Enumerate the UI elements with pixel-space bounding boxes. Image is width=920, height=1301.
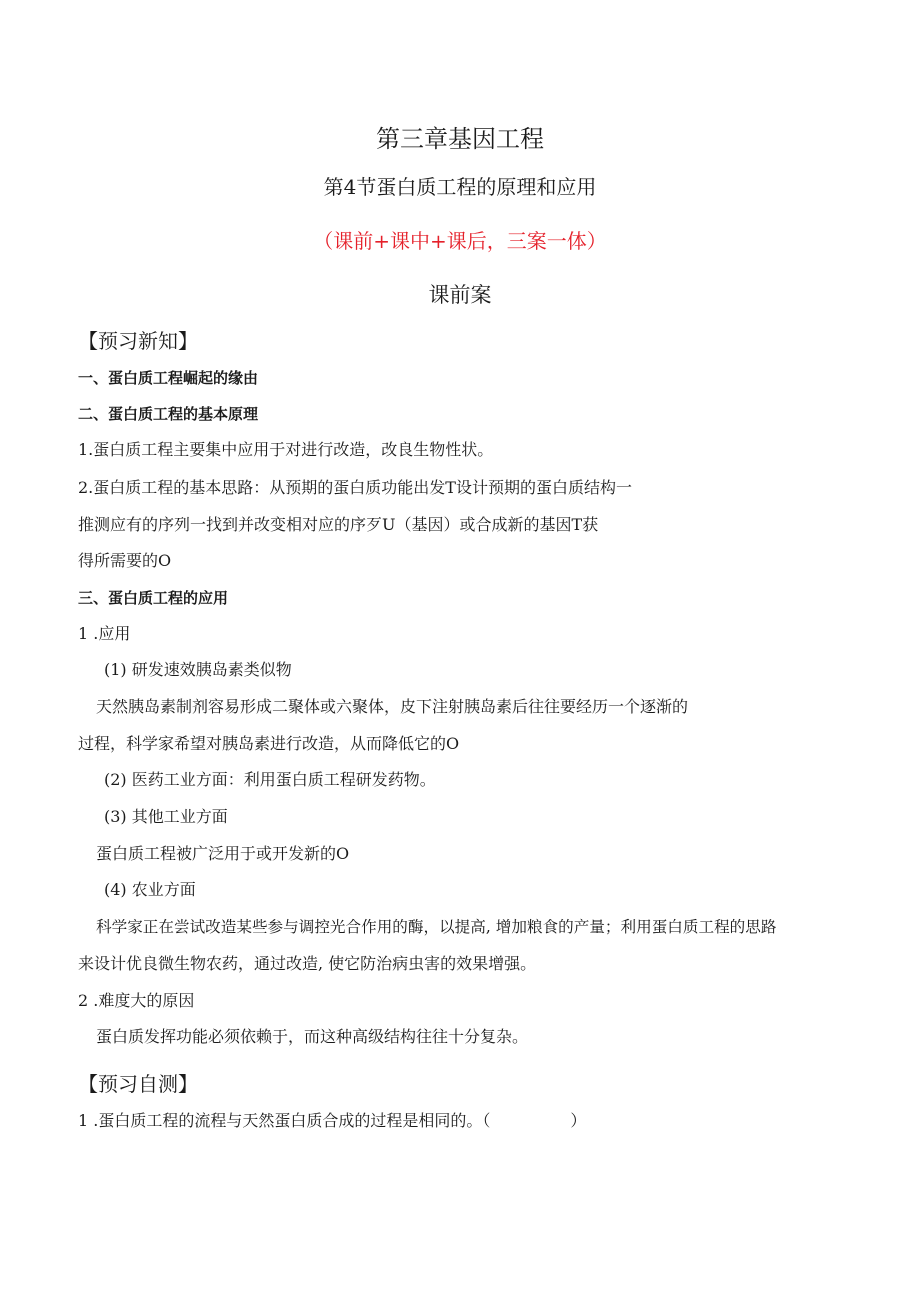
text-line: 蛋白质发挥功能必须依赖于，而这种高级结构往往十分复杂。 <box>96 1027 529 1046</box>
text-line: 科学家正在尝试改造某些参与调控光合作用的酶，以提高, 增加粮食的产量；利用蛋白质工程的思路 <box>96 918 777 936</box>
subtitle: （课前+课中+课后，三案一体） <box>313 229 607 253</box>
text-line: 推测应有的序列一找到并改变相对应的序歹U（基因）或合成新的基因T获 <box>78 515 599 534</box>
text-line: 2 .难度大的原因 <box>78 991 195 1010</box>
section-title: 第4节蛋白质工程的原理和应用 <box>323 175 597 199</box>
answer-open-paren: （ <box>482 1111 491 1130</box>
text-line: (1) 研发速效胰岛素类似物 <box>104 660 292 679</box>
text-line: (4) 农业方面 <box>104 880 196 899</box>
chapter-title: 第三章基因工程 <box>376 125 544 153</box>
text-line: (2) 医药工业方面：利用蛋白质工程研发药物。 <box>104 770 436 789</box>
text-line: (3) 其他工业方面 <box>104 807 228 826</box>
text-line: 1 .应用 <box>78 624 131 643</box>
section-heading-1: 一、蛋白质工程崛起的缘由 <box>78 369 259 387</box>
text-line: 1.蛋白质工程主要集中应用于对进行改造，改良生物性状。 <box>78 440 494 459</box>
section-heading-2: 二、蛋白质工程的基本原理 <box>78 405 259 423</box>
text-line: 过程，科学家希望对胰岛素进行改造，从而降低它的O <box>78 734 460 753</box>
answer-close-paren: ） <box>570 1111 587 1130</box>
text-line: 得所需要的O <box>78 551 172 570</box>
question-1-text: 1 .蛋白质工程的流程与天然蛋白质合成的过程是相同的。 <box>78 1111 483 1130</box>
section-heading-3: 三、蛋白质工程的应用 <box>78 589 229 607</box>
text-line: 蛋白质工程被广泛用于或开发新的O <box>96 844 350 863</box>
text-line: 来设计优良微生物农药，通过改造, 使它防治病虫害的效果增强。 <box>78 954 537 973</box>
question-1 <box>78 1111 586 1131</box>
case-title: 课前案 <box>428 283 492 307</box>
text-line: 2.蛋白质工程的基本思路：从预期的蛋白质功能出发T设计预期的蛋白质结构一 <box>78 478 632 497</box>
text-line: 天然胰岛素制剂容易形成二聚体或六聚体，皮下注射胰岛素后往往要经历一个逐渐的 <box>96 697 689 716</box>
selftest-heading: 【预习自测】 <box>78 1072 198 1096</box>
preview-heading: 【预习新知】 <box>78 329 198 353</box>
